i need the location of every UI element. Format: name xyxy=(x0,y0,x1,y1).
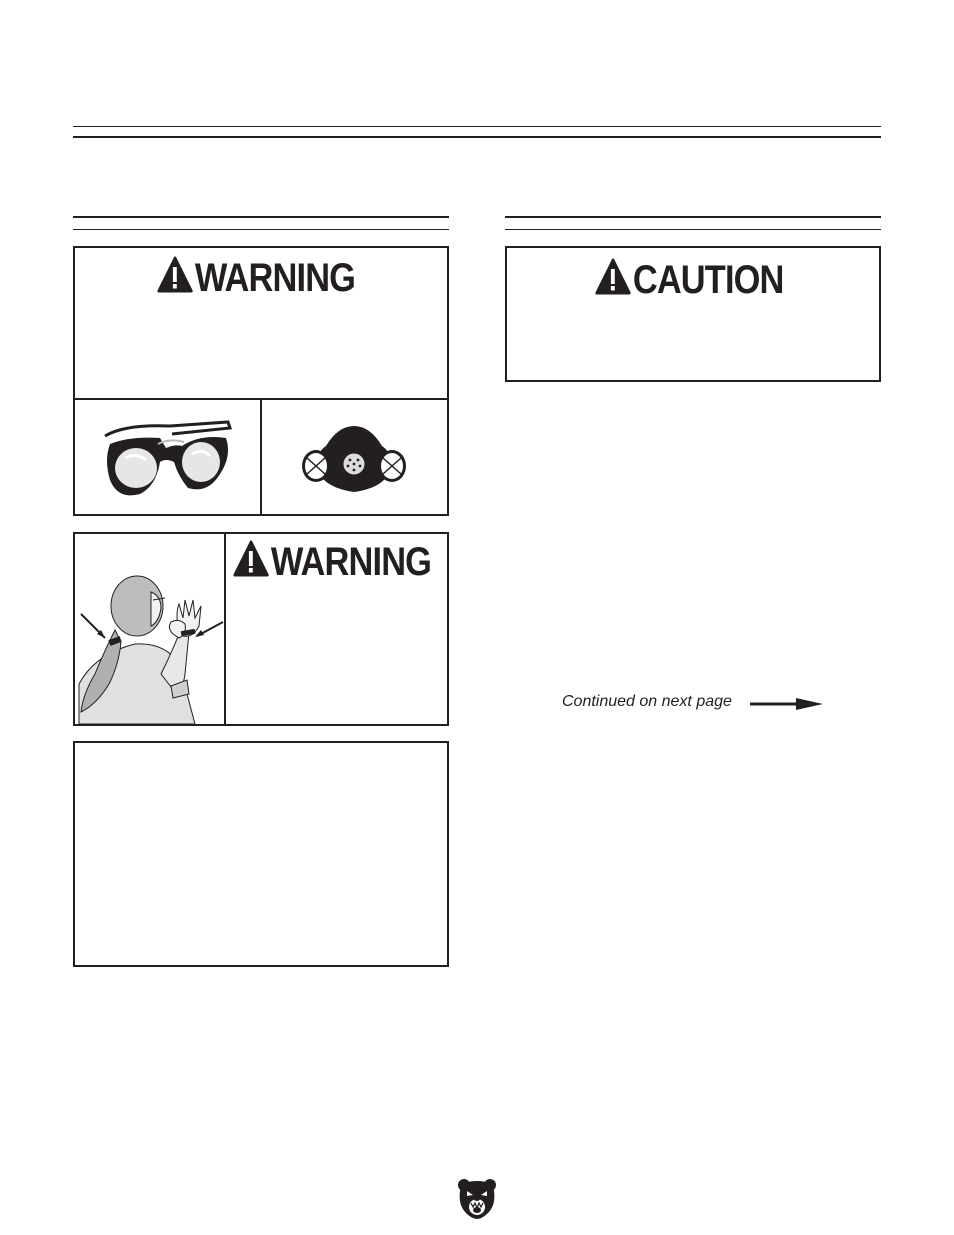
warning-triangle-icon xyxy=(157,256,193,300)
safety-glasses-icon xyxy=(100,416,235,506)
caution-signal-word: CAUTION xyxy=(632,258,784,302)
notice-box xyxy=(73,741,449,967)
right-arrow-icon xyxy=(750,696,824,717)
right-section-rule-bottom xyxy=(505,229,881,230)
person-loose-hair-jewelry-illustration xyxy=(75,534,224,729)
warning-signal-word: WARNING xyxy=(270,540,432,584)
continued-text: Continued on next page xyxy=(562,693,732,710)
image-text-divider xyxy=(224,534,226,724)
warning-box-eye-respiratory xyxy=(73,246,449,516)
right-section-rule-top xyxy=(505,216,881,218)
warning-signal-header xyxy=(233,540,431,584)
caution-box xyxy=(505,246,881,382)
continued-on-next-page xyxy=(562,693,732,711)
header-rule-bottom xyxy=(73,136,881,138)
warning-triangle-icon xyxy=(595,258,631,302)
warning-triangle-icon xyxy=(233,540,269,584)
caution-signal-header xyxy=(595,258,784,302)
bear-head-logo-icon xyxy=(456,1177,498,1226)
warning-box-clothing-hair xyxy=(73,532,449,726)
warning-signal-word: WARNING xyxy=(194,256,356,300)
header-rule-top xyxy=(73,126,881,127)
left-section-rule-bottom xyxy=(73,229,449,230)
respirator-mask-icon xyxy=(298,424,410,501)
image-cell-divider xyxy=(260,398,262,514)
warning-signal-header xyxy=(157,256,355,300)
left-section-rule-top xyxy=(73,216,449,218)
